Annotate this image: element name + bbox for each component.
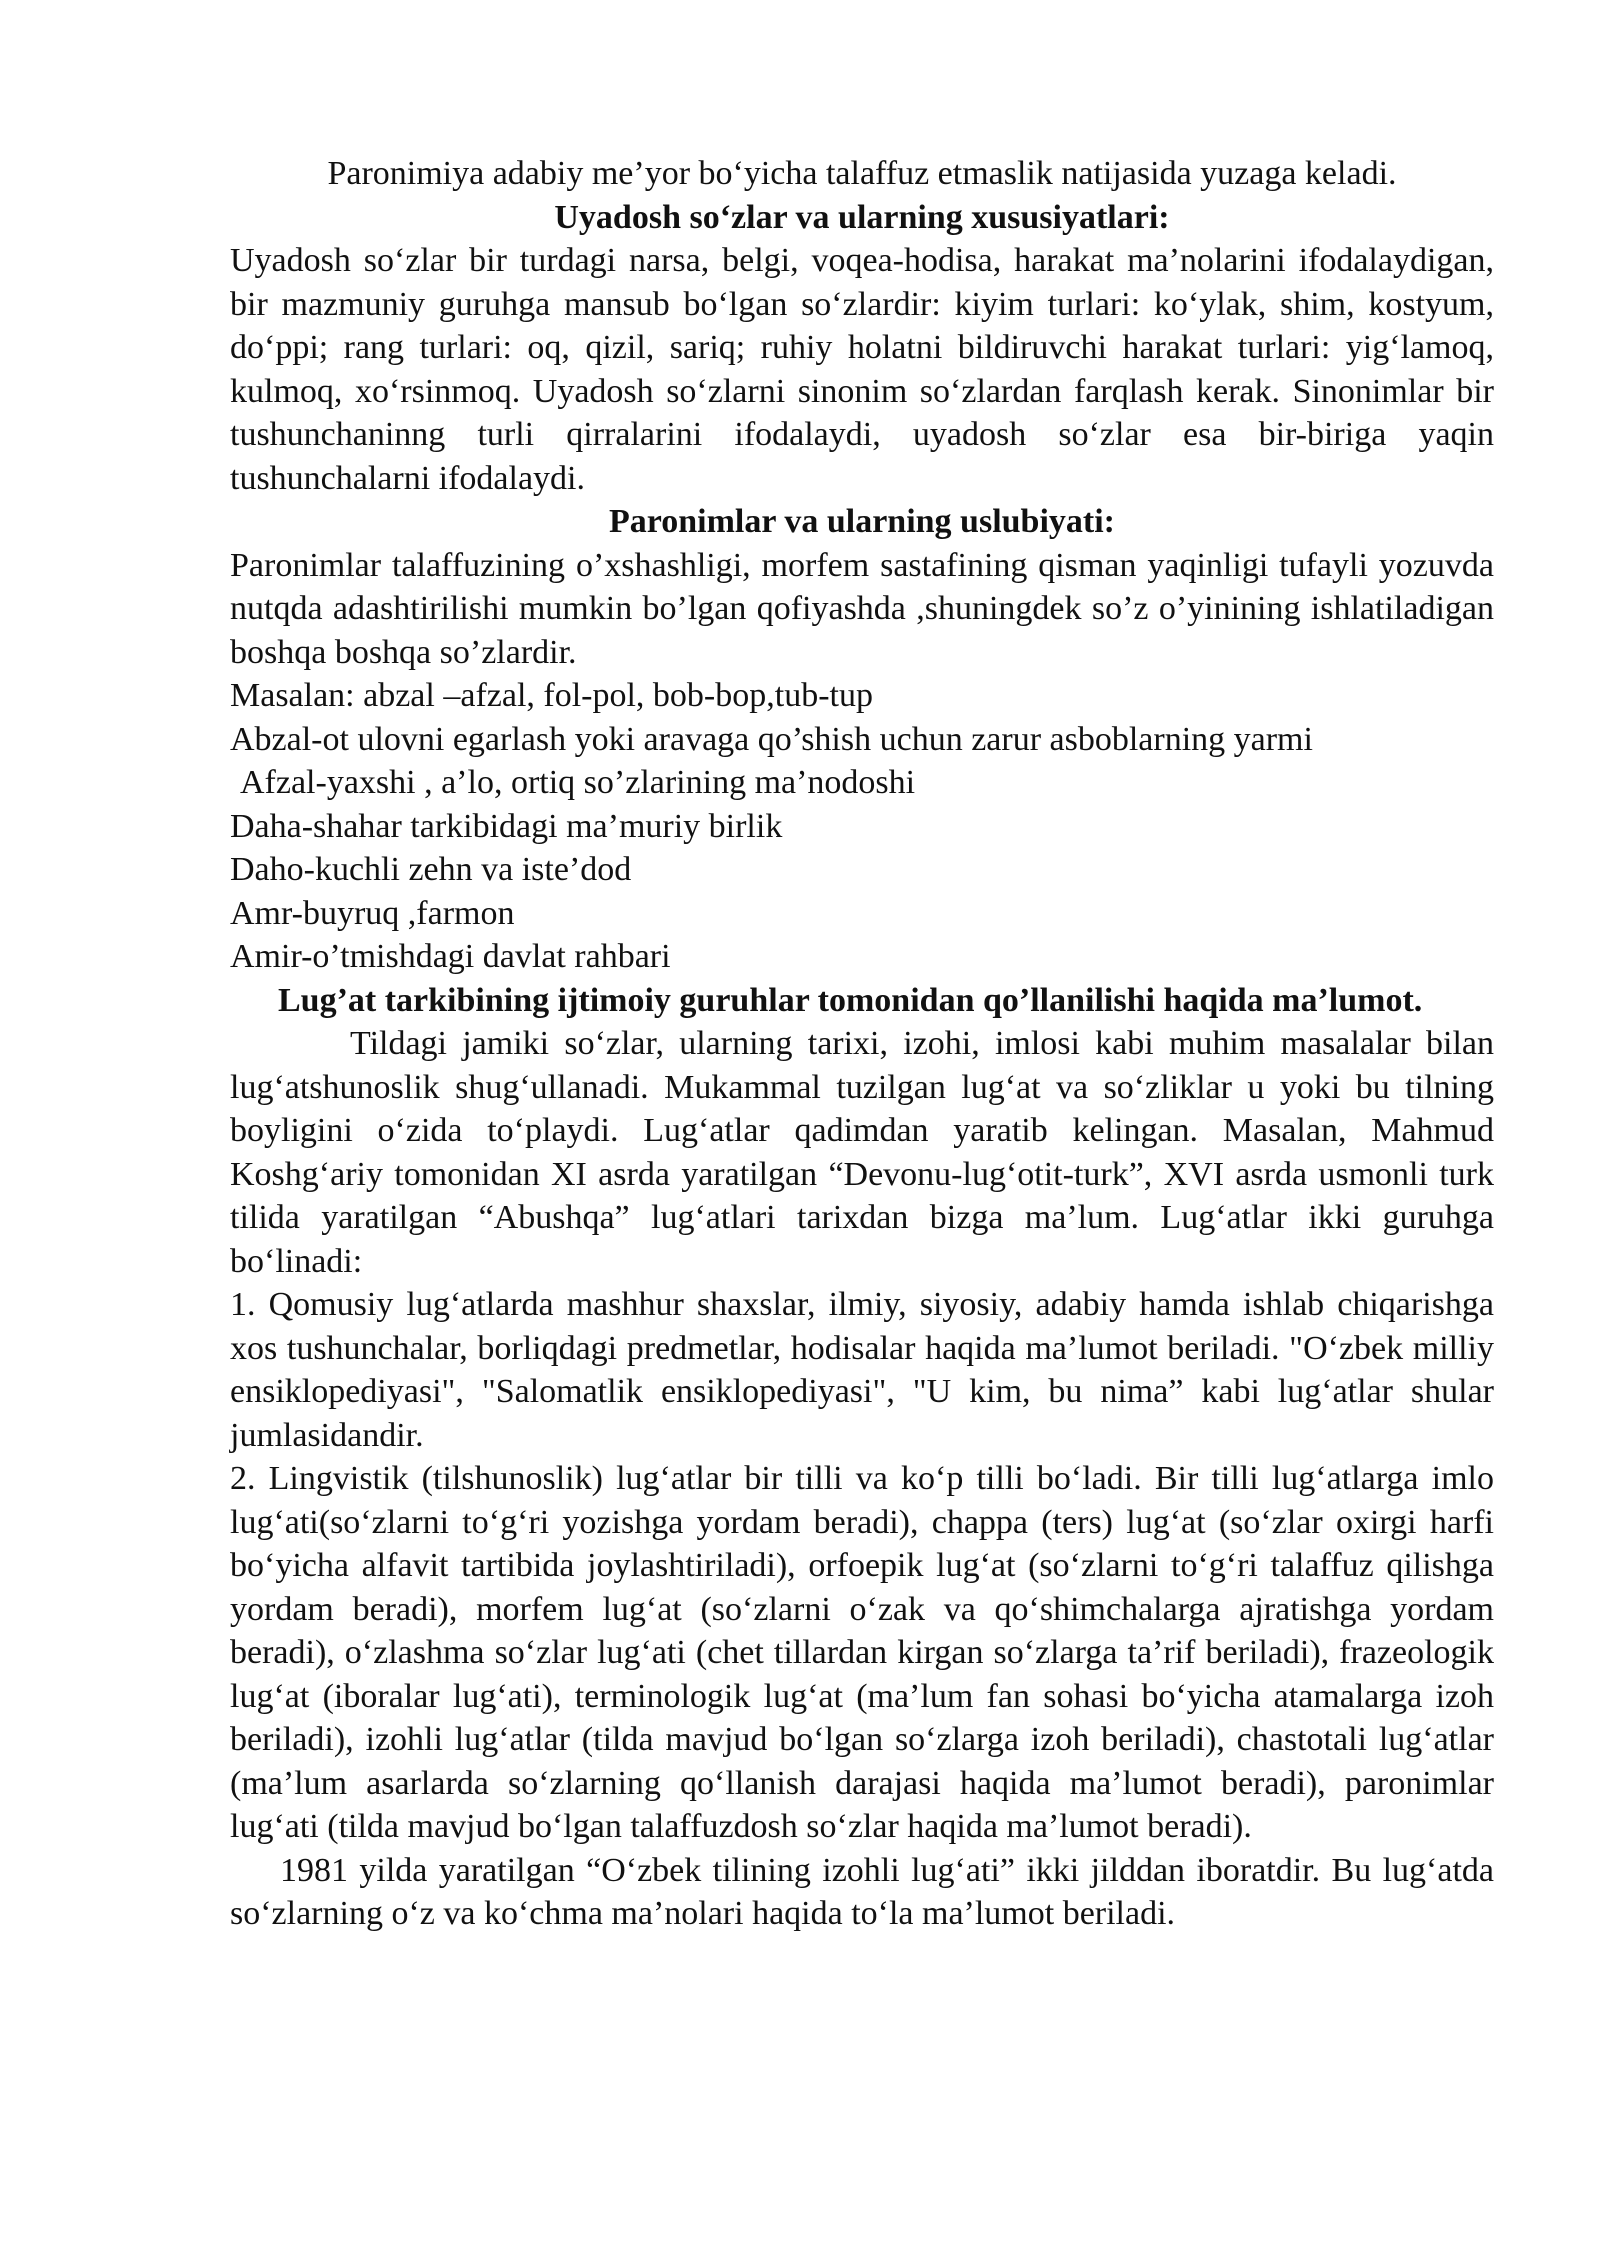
example-line: Amir-o’tmishdagi davlat rahbari <box>230 938 671 975</box>
example-line: Daho-kuchli zehn va iste’dod <box>230 851 632 888</box>
example-line: Afzal-yaxshi , a’lo, ortiq so’zlarining ma’nodoshi <box>240 764 916 801</box>
example-line: Abzal-ot ulovni egarlash yoki aravaga qo’shish uchun zarur asboblarning yarmi <box>230 720 1313 758</box>
section-heading-lugat: Lug’at tarkibining ijtimoiy guruhlar tomonidan qo’llanilishi haqida ma’lumot. <box>278 981 1423 1019</box>
list-item-lingvistik: 2. Lingvistik (tilshunoslik) lug‘atlar bir tilli va ko‘p tilli bo‘ladi. Bir tilli lug‘atlarga imlo lug‘ati(so‘zlarni to‘g‘ri yozishga yordam beradi), chappa (ters) lug‘at (so‘zlar oxirgi harfi bo‘yicha alfavit tartibida joylashtiriladi), orfoepik lug‘at (so‘zlarni to‘g‘ri talaffuz qilishga yordam beradi), morfem lug‘at (so‘zlarni o‘zak va qo‘shimchalarga ajratishga yordam beradi), o‘zlashma so‘zlar lug‘ati (chet tillardan kirgan so‘zlarga ta’rif beriladi), frazeologik lug‘at (iboralar lug‘ati), terminologik lug‘at (ma’lum fan sohasi bo‘yicha atamalarga izoh beriladi), izohli lug‘atlar (tilda mavjud bo‘lgan so‘zlarga izoh beriladi), chastotali lug‘atlar (ma’lum asarlarda so‘zlarning qo‘llanish darajasi haqida ma’lumot beradi), paronimlar lug‘ati (tilda mavjud bo‘lgan talaffuzdosh so‘zlar haqida ma’lumot beradi). <box>230 1460 1494 1845</box>
document-page <box>230 152 1494 1936</box>
paragraph-uyadosh: Uyadosh so‘zlar bir turdagi narsa, belgi, voqea-hodisa, harakat ma’nolarini ifodalaydigan, bir mazmuniy guruhga mansub bo‘lgan so‘zlardir: kiyim turlari: ko‘ylak, shim, kostyum, do‘ppi; rang turlari: oq, qizil, sariq; ruhiy holatni bildiruvchi harakat turlari: yig‘lamoq, kulmoq, xo‘rsinmoq. Uyadosh so‘zlarni sinonim so‘zlardan farqlash kerak. Sinonimlar bir tushunchaninng turli qirralarini ifodalaydi, uyadosh so‘zlar esa bir-biriga yaqin tushunchalarni ifodalaydi. <box>230 242 1494 497</box>
intro-line: Paronimiya adabiy me’yor bo‘yicha talaffuz etmaslik natijasida yuzaga keladi. <box>327 155 1397 192</box>
section-heading-uyadosh: Uyadosh so‘zlar va ularning xususiyatlari: <box>554 198 1170 236</box>
example-line: Amr-buyruq ,farmon <box>230 894 515 932</box>
paragraph-lugatshunoslik: Tildagi jamiki so‘zlar, ularning tarixi, izohi, imlosi kabi muhim masalalar bilan lug‘atshunoslik shug‘ullanadi. Mukammal tuzilgan lug‘at va so‘zliklar u yoki bu tilning boyligini o‘zida to‘playdi. Lug‘atlar qadimdan yaratib kelingan. Masalan, Mahmud Koshg‘ariy tomonidan XI asrda yaratilgan “Devonu-lug‘otit-turk”, XVI asrda usmonli turk tilida yaratilgan “Abushqa” lug‘atlari tarixdan bizga ma’lum. Lug‘atlar ikki guruhga bo‘linadi: <box>230 1025 1494 1280</box>
list-item-qomusiy: 1. Qomusiy lug‘atlarda mashhur shaxslar, ilmiy, siyosiy, adabiy hamda ishlab chiqarishga xos tushunchalar, borliqdagi predmetlar, hodisalar haqida ma’lumot beriladi. "O‘zbek milliy ensiklopediyasi", "Salomatlik ensiklopediyasi", "U kim, bu nima” kabi lug‘atlar shular jumlasidandir. <box>230 1286 1494 1454</box>
section-heading-paronimlar: Paronimlar va ularning uslubiyati: <box>609 503 1115 540</box>
paragraph-paronimlar: Paronimlar talaffuzining o’xshashligi, morfem sastafining qisman yaqinligi tufayli yozuvda nutqda adashtirilishi mumkin bo’lgan qofiyashda ,shuningdek so’z o’yinining ishlatiladigan boshqa boshqa so’zlardir. <box>230 546 1494 671</box>
example-line: Masalan: abzal –afzal, fol-pol, bob-bop,tub-tup <box>230 677 873 714</box>
example-line: Daha-shahar tarkibidagi ma’muriy birlik <box>230 807 783 845</box>
paragraph-izohli-lugat: 1981 yilda yaratilgan “O‘zbek tilining izohli lug‘ati” ikki jilddan iboratdir. Bu lug‘atda so‘zlarning o‘z va ko‘chma ma’nolari haqida to‘la ma’lumot beriladi. <box>230 1851 1494 1932</box>
